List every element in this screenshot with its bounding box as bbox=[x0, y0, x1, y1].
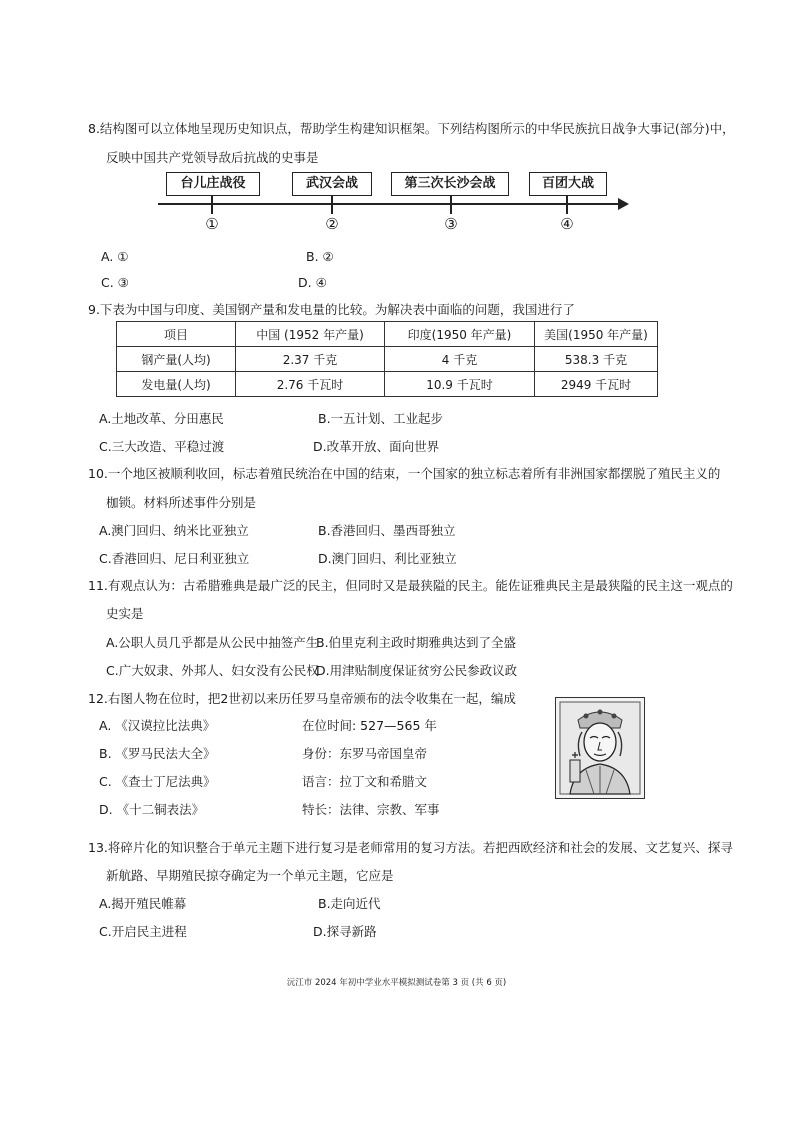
q9-stem: 9.下表为中国与印度、美国钢产量和发电量的比较。为解决表中面临的问题，我国进行了 bbox=[88, 302, 575, 317]
q8-stem-line1: 8.结构图可以立体地呈现历史知识点，帮助学生构建知识框架。下列结构图所示的中华民族抗日战争大事记(部分)中， bbox=[88, 121, 735, 136]
q11-stem-line1: 11.有观点认为：古希腊雅典是最广泛的民主，但同时又是最狭隘的民主。能佐证雅典民主是最狭隘的民主这一观点的 bbox=[88, 578, 733, 593]
timeline-tick bbox=[331, 196, 333, 214]
timeline-marker-4: ④ bbox=[560, 215, 574, 233]
q10-option-b[interactable]: B.香港回归、墨西哥独立 bbox=[318, 523, 456, 538]
q9-table bbox=[116, 321, 658, 397]
table-header-row bbox=[117, 322, 658, 347]
q12-option-c[interactable]: C. 《查士丁尼法典》 bbox=[99, 774, 216, 789]
emperor-portrait-image bbox=[555, 697, 645, 799]
q8-option-b[interactable]: B. ② bbox=[306, 249, 334, 264]
timeline-marker-2: ② bbox=[325, 215, 339, 233]
q12-option-d[interactable]: D. 《十二铜表法》 bbox=[99, 802, 205, 817]
q13-option-b[interactable]: B.走向近代 bbox=[318, 896, 381, 911]
q12-option-b[interactable]: B. 《罗马民法大全》 bbox=[99, 746, 216, 761]
q12-info-reign: 在位时间: 527—565 年 bbox=[302, 718, 437, 733]
q9-option-d[interactable]: D.改革开放、面向世界 bbox=[313, 439, 440, 454]
q8-stem-line2: 反映中国共产党领导敌后抗战的史事是 bbox=[106, 150, 319, 165]
q12-info-specialty: 特长：法律、宗教、军事 bbox=[302, 802, 440, 817]
q9-option-b[interactable]: B.一五计划、工业起步 bbox=[318, 411, 444, 426]
q11-stem-line2: 史实是 bbox=[106, 606, 144, 621]
q10-option-a[interactable]: A.澳门回归、纳米比亚独立 bbox=[99, 523, 249, 538]
q9-option-a[interactable]: A.土地改革、分田惠民 bbox=[99, 411, 224, 426]
q10-option-c[interactable]: C.香港回归、尼日利亚独立 bbox=[99, 551, 250, 566]
q12-info-identity: 身份：东罗马帝国皇帝 bbox=[302, 746, 428, 761]
timeline-tick bbox=[211, 196, 213, 214]
table-header-cell: 美国(1950 年产量) bbox=[535, 322, 658, 347]
table-cell: 2.37 千克 bbox=[236, 347, 385, 372]
timeline-event-2: 武汉会战 bbox=[292, 172, 372, 196]
table-cell: 4 千克 bbox=[385, 347, 535, 372]
timeline-arrow-icon bbox=[618, 198, 629, 210]
q11-option-b[interactable]: B.伯里克利主政时期雅典达到了全盛 bbox=[316, 635, 517, 650]
q12-stem: 12.右图人物在位时，把2世初以来历任罗马皇帝颁布的法令收集在一起，编成 bbox=[88, 691, 516, 706]
portrait-sketch-icon bbox=[556, 698, 644, 798]
table-header-cell: 项目 bbox=[117, 322, 236, 347]
table-cell: 2.76 千瓦时 bbox=[236, 372, 385, 397]
timeline-marker-1: ① bbox=[205, 215, 219, 233]
timeline-tick bbox=[450, 196, 452, 214]
table-cell: 2949 千瓦时 bbox=[535, 372, 658, 397]
table-row bbox=[117, 347, 658, 372]
table-row bbox=[117, 372, 658, 397]
q13-option-d[interactable]: D.探寻新路 bbox=[313, 924, 377, 939]
q12-option-a[interactable]: A. 《汉谟拉比法典》 bbox=[99, 718, 216, 733]
timeline-axis bbox=[158, 203, 620, 205]
table-cell: 10.9 千瓦时 bbox=[385, 372, 535, 397]
timeline-tick bbox=[566, 196, 568, 214]
q13-option-a[interactable]: A.揭开殖民帷幕 bbox=[99, 896, 187, 911]
q8-option-d[interactable]: D. ④ bbox=[298, 275, 327, 290]
q13-stem-line1: 13.将碎片化的知识整合于单元主题下进行复习是老师常用的复习方法。若把西欧经济和社会的发展、文艺复兴、探寻 bbox=[88, 840, 733, 855]
timeline-marker-3: ③ bbox=[444, 215, 458, 233]
page-footer: 沅江市 2024 年初中学业水平模拟测试卷第 3 页 (共 6 页) bbox=[286, 978, 507, 988]
q9-option-c[interactable]: C.三大改造、平稳过渡 bbox=[99, 439, 225, 454]
q13-option-c[interactable]: C.开启民主进程 bbox=[99, 924, 187, 939]
q11-option-d[interactable]: D.用津贴制度保证贫穷公民参政议政 bbox=[316, 663, 518, 678]
q12-info-language: 语言：拉丁文和希腊文 bbox=[302, 774, 428, 789]
timeline-event-3: 第三次长沙会战 bbox=[391, 172, 509, 196]
timeline-event-1: 台儿庄战役 bbox=[166, 172, 260, 196]
q11-option-c[interactable]: C.广大奴隶、外邦人、妇女没有公民权 bbox=[106, 663, 319, 678]
table-cell: 发电量(人均) bbox=[117, 372, 236, 397]
table-header-cell: 印度(1950 年产量) bbox=[385, 322, 535, 347]
q8-option-a[interactable]: A. ① bbox=[101, 249, 129, 264]
q10-stem-line1: 10.一个地区被顺利收回，标志着殖民统治在中国的结束，一个国家的独立标志着所有非洲国家都摆脱了殖民主义的 bbox=[88, 466, 721, 481]
table-header-cell: 中国 (1952 年产量) bbox=[236, 322, 385, 347]
table-cell: 钢产量(人均) bbox=[117, 347, 236, 372]
q10-stem-line2: 枷锁。材料所述事件分别是 bbox=[106, 495, 257, 510]
timeline-event-4: 百团大战 bbox=[529, 172, 607, 196]
q10-option-d[interactable]: D.澳门回归、利比亚独立 bbox=[318, 551, 457, 566]
q13-stem-line2: 新航路、早期殖民掠夺确定为一个单元主题，它应是 bbox=[106, 868, 394, 883]
q8-option-c[interactable]: C. ③ bbox=[101, 275, 129, 290]
table-cell: 538.3 千克 bbox=[535, 347, 658, 372]
q11-option-a[interactable]: A.公职人员几乎都是从公民中抽签产生 bbox=[106, 635, 319, 650]
